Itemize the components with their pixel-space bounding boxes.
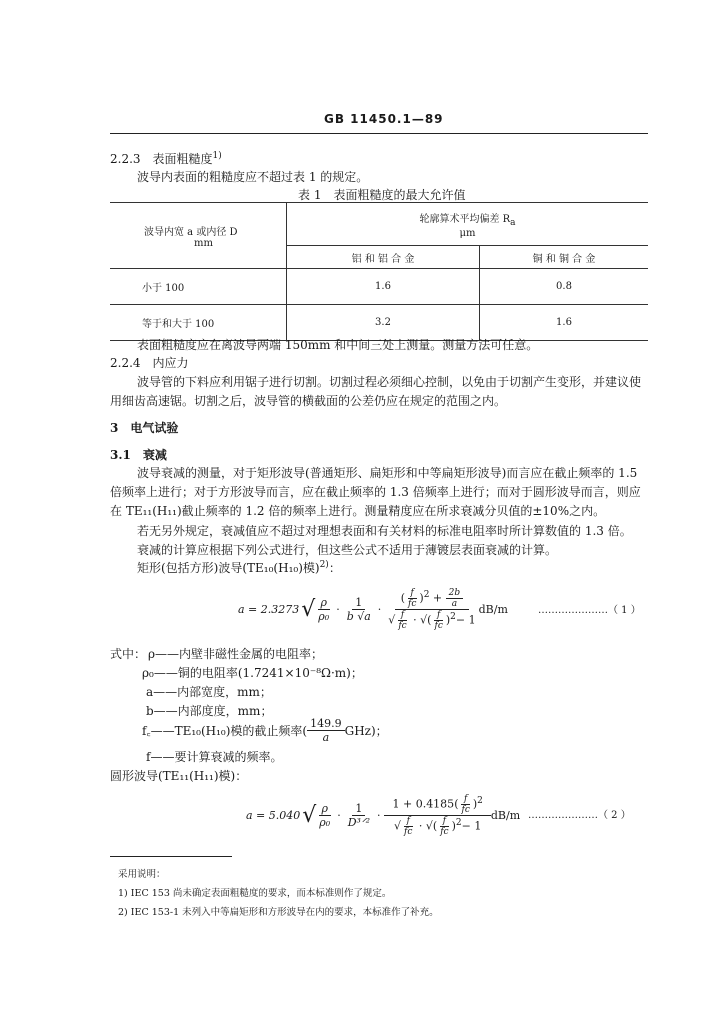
footnote-1: 1) IEC 153 尚未确定表面粗糙度的要求，而本标准则作了规定。 (118, 888, 392, 899)
footnote-ref-2: 2) (319, 560, 329, 570)
one: 1 (352, 802, 365, 816)
row-label: 小于 100 (110, 269, 287, 305)
definition-rho0: ρ₀——铜的电阻率(1.7241×10⁻⁸Ω·m)； (142, 666, 363, 680)
f: f (404, 816, 413, 827)
definition-rho: ρ——内壁非磁性金属的电阻率； (148, 647, 324, 661)
col-header-size-line1: 波导内宽 a 或内径 D (144, 226, 238, 238)
group-header-roughness (287, 203, 649, 246)
inv-d-pow (345, 802, 373, 829)
f: f (461, 794, 470, 805)
fc-den: a (322, 731, 330, 744)
d-pow: D³ᐟ² (347, 815, 370, 829)
col-header-aluminium: 铝 和 铝 合 金 (287, 246, 480, 269)
roughness-table (110, 202, 648, 341)
footnote-rule (110, 856, 232, 857)
circular-waveguide-label: 圆形波导(TE₁₁(H₁₁)模)： (110, 769, 248, 783)
definition-fc-tail: GHz)； (344, 724, 388, 738)
formula-2-lhs: a = 5.040 (246, 808, 301, 822)
section-3-1-para2: 若无另外规定，衰减值应不超过对理想表面和有关材料的标准电阻率时所计算数值的 1.3 倍。 (137, 524, 632, 538)
formula-1-unit: dB/m (478, 602, 508, 616)
section-3-1-para1: 波导衰减的测量，对于矩形波导(普通矩形、扁矩形和中等扁矩形波导)而言应在截止频率的 1.5 倍频率上进行；对于方形波导而言，应在截止频率的 1.3 倍频率上进行；而对于圆形波导而言，则应在 TE₁₁(H₁₁)截止频率的 1.2 倍的频率上进行。测量精度应在所求衰减分贝值的±10%之内。 (110, 466, 641, 518)
cell-aluminium: 3.2 (287, 305, 480, 341)
f: f (440, 816, 449, 827)
group-header-unit: μm (459, 227, 476, 239)
main-numerator: 1 + 0.4185( $\frac{f}{fc}$ )$^2$ (384, 794, 490, 816)
fc: fc (461, 804, 470, 815)
dot-operator: · (336, 602, 340, 616)
cell-aluminium: 1.6 (287, 269, 480, 305)
definitions-intro: 式中： (110, 647, 147, 661)
cell-copper: 1.6 (480, 305, 649, 341)
definition-f: f——要计算衰减的频率。 (146, 750, 283, 764)
f-over-fc (405, 588, 419, 609)
table-caption: 表 1 表面粗糙度的最大允许值 (298, 188, 466, 202)
definition-fc (142, 717, 388, 744)
table-note: 表面粗糙度应在离波导两端 150mm 和中间三处上测量。测量方法可任意。 (137, 338, 539, 352)
b-sqrt-a: b √a (346, 609, 371, 623)
section-3-1-heading: 3.1 衰减 (110, 448, 167, 462)
formula-1 (238, 578, 508, 640)
rho0: ρ₀ (318, 609, 330, 623)
f: f (398, 610, 407, 621)
section-3-heading: 3 电气试验 (110, 421, 179, 435)
fc: fc (408, 598, 417, 609)
rho: ρ (319, 802, 331, 816)
table-row (110, 269, 648, 305)
fc: fc (434, 620, 443, 631)
cell-copper: 0.8 (480, 269, 649, 305)
fc-fraction (307, 717, 345, 744)
footnote-title: 采用说明： (118, 869, 166, 880)
section-2-2-3-title: 2.2.3 表面粗糙度 (110, 152, 213, 166)
main-denominator: √ $\frac{f}{fc}$ · √( $\frac{f}{fc}$ )$^2$− 1 (394, 815, 482, 837)
standard-number: GB 11450.1—89 (324, 112, 444, 126)
formula-1-lhs: a = 2.3273 (238, 602, 300, 616)
definition-b: b——内部度度，mm； (146, 704, 273, 718)
two-b: 2b (446, 588, 464, 599)
rho0: ρ₀ (319, 815, 331, 829)
minus-one: − 1 (455, 613, 476, 626)
rho-fraction (315, 596, 332, 623)
one: 1 (352, 596, 365, 610)
fc: fc (398, 620, 407, 631)
minus-one: − 1 (461, 819, 482, 832)
f: f (408, 588, 417, 599)
section-2-2-4-heading: 2.2.4 内应力 (110, 356, 189, 370)
main-numerator: ( $\frac{f}{fc}$ )$^2$ + $\frac{2b}{a}$ (395, 588, 469, 610)
group-header-sub: a (510, 217, 516, 228)
f-over-fc (458, 794, 472, 815)
rho: ρ (318, 596, 330, 610)
f-over-fc-den (401, 816, 415, 837)
inv-b-sqrt-a (344, 596, 374, 623)
section-2-2-4-body: 波导管的下料应利用锯子进行切割。切割过程必须细心控制，以免由于切割产生变形，并建议使用细齿高速锯。切割之后，波导管的横截面的公差仍应在规定的范围之内。 (110, 375, 642, 408)
fc: fc (440, 826, 449, 837)
dot-operator: · (337, 808, 341, 822)
section-2-2-3-heading (110, 150, 222, 167)
rect-label-text: 矩形(包括方形)波导(TE₁₀(H₁₀)模) (137, 561, 320, 575)
rect-label-colon: ： (328, 561, 341, 575)
f-over-fc-den2 (437, 816, 451, 837)
formula-2 (246, 784, 520, 846)
dot-operator: · (376, 808, 381, 822)
definition-fc-text: f꜀——TE₁₀(H₁₀)模的截止频率( (142, 724, 308, 738)
sqrt-sign: √ (302, 802, 317, 828)
col-header-copper: 铜 和 铜 合 金 (480, 246, 649, 269)
f-over-fc-den2 (431, 610, 445, 631)
dot-operator: · (377, 602, 382, 616)
row-label: 等于和大于 100 (110, 305, 287, 341)
fc-num: 149.9 (307, 717, 345, 731)
formula-2-number: …………………（ 2 ） (528, 810, 631, 821)
main-fraction (384, 794, 490, 837)
f: f (434, 610, 443, 621)
formula-2-unit: dB/m (490, 808, 521, 822)
main-fraction (385, 588, 478, 631)
section-2-2-3-body: 波导内表面的粗糙度应不超过表 1 的规定。 (137, 170, 369, 184)
main-denominator: √ $\frac{f}{fc}$ · √( $\frac{f}{fc}$ )$^2$− 1 (388, 609, 476, 631)
rho-fraction (316, 802, 333, 829)
2b-over-a (446, 588, 464, 609)
group-header-line1: 轮廓算术平均偏差 R (419, 213, 511, 225)
footnote-ref-1: 1) (212, 151, 222, 161)
section-3-1-para3: 衰减的计算应根据下列公式进行，但这些公式不适用于薄镀层表面衰减的计算。 (137, 543, 558, 557)
header-rule (110, 133, 648, 134)
formula-1-number: …………………（ 1 ） (538, 605, 641, 616)
rect-waveguide-label (137, 559, 341, 576)
definition-a: a——内部宽度，mm； (146, 685, 272, 699)
a: a (451, 598, 458, 609)
col-header-size-unit: mm (194, 237, 213, 249)
col-header-size (110, 203, 287, 269)
fc: fc (404, 826, 413, 837)
f-over-fc-den (395, 610, 409, 631)
sqrt-sign: √ (301, 596, 316, 622)
num-text: 1 + 0.4185 (392, 797, 455, 810)
footnote-2: 2) IEC 153-1 未列入中等扁矩形和方形波导在内的要求，本标准作了补充。 (118, 907, 439, 918)
